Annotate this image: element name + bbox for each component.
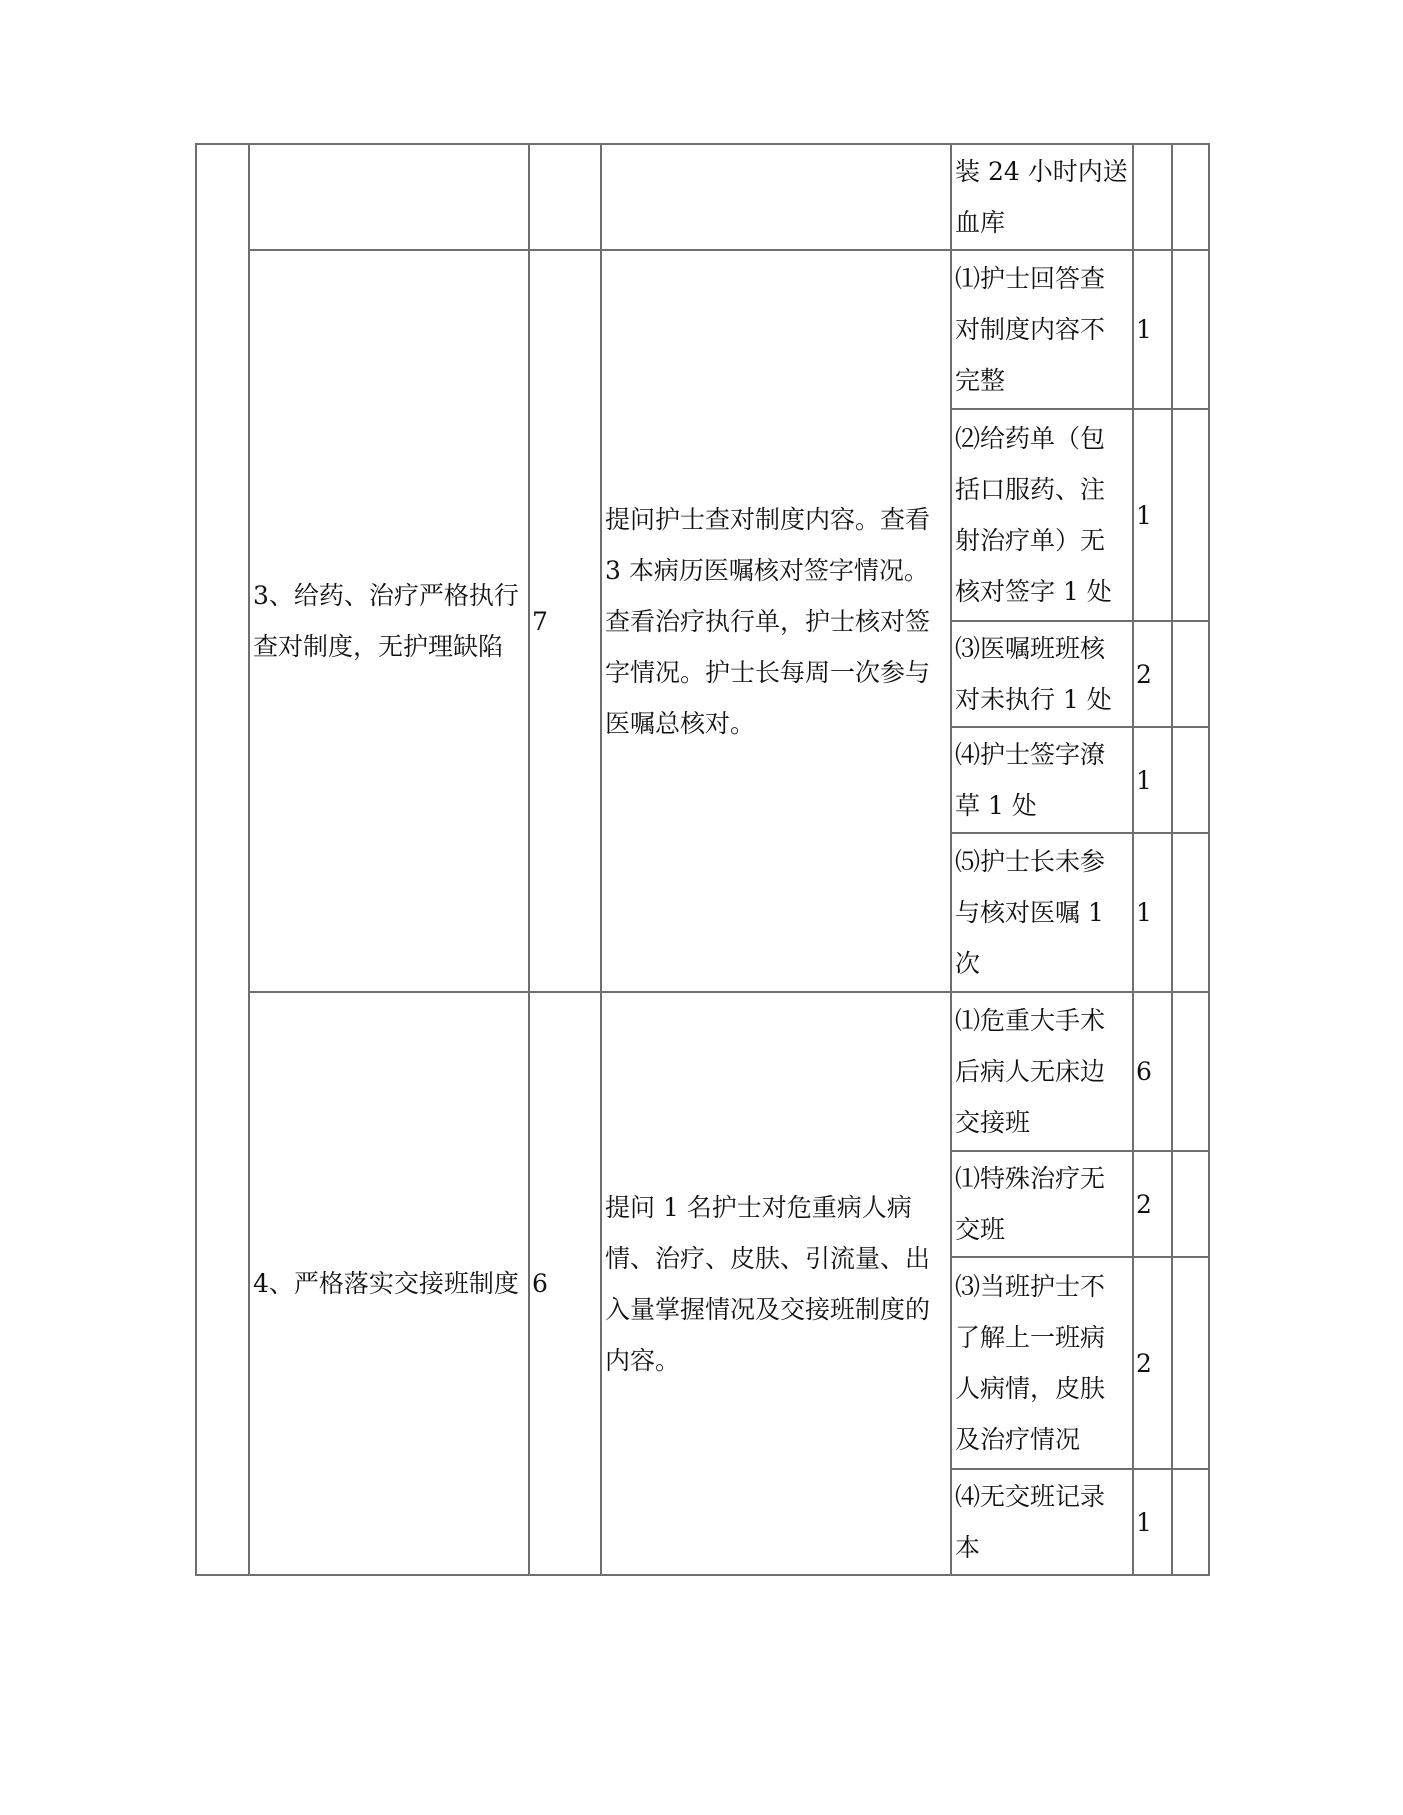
category-cell xyxy=(196,144,249,1575)
deduction-cell: ⑵给药单（包括口服药、注射治疗单）无核对签字 1 处 xyxy=(951,409,1133,621)
table-row xyxy=(196,992,1209,1151)
deduction-points-cell: 1 xyxy=(1133,409,1172,621)
deduction-points-cell: 2 xyxy=(1133,621,1172,727)
actual-score-cell xyxy=(1172,727,1209,833)
actual-score-cell xyxy=(1172,621,1209,727)
actual-score-cell xyxy=(1172,144,1209,250)
actual-score-cell xyxy=(1172,1469,1209,1575)
table-row xyxy=(196,144,1209,250)
deduction-points-cell xyxy=(1133,144,1172,250)
actual-score-cell xyxy=(1172,1257,1209,1469)
deduction-cell: ⑴特殊治疗无交班 xyxy=(951,1151,1133,1257)
standard-cell: 3、给药、治疗严格执行查对制度，无护理缺陷 xyxy=(249,250,529,992)
deduction-cell: 装 24 小时内送血库 xyxy=(951,144,1133,250)
deduction-cell: ⑷无交班记录本 xyxy=(951,1469,1133,1575)
deduction-points-cell: 2 xyxy=(1133,1257,1172,1469)
score-cell: 6 xyxy=(529,992,601,1575)
deduction-points-cell: 1 xyxy=(1133,833,1172,992)
actual-score-cell xyxy=(1172,833,1209,992)
actual-score-cell xyxy=(1172,409,1209,621)
actual-score-cell xyxy=(1172,1151,1209,1257)
table-row xyxy=(196,250,1209,409)
actual-score-cell xyxy=(1172,250,1209,409)
nursing-evaluation-table xyxy=(195,143,1210,1576)
method-cell: 提问 1 名护士对危重病人病情、治疗、皮肤、引流量、出入量掌握情况及交接班制度的内容。 xyxy=(601,992,951,1575)
deduction-cell: ⑷护士签字潦草 1 处 xyxy=(951,727,1133,833)
deduction-cell: ⑶医嘱班班核对未执行 1 处 xyxy=(951,621,1133,727)
deduction-points-cell: 6 xyxy=(1133,992,1172,1151)
method-cell xyxy=(601,144,951,250)
actual-score-cell xyxy=(1172,992,1209,1151)
deduction-points-cell: 2 xyxy=(1133,1151,1172,1257)
standard-cell xyxy=(249,144,529,250)
score-cell xyxy=(529,144,601,250)
deduction-cell: ⑶当班护士不了解上一班病人病情，皮肤及治疗情况 xyxy=(951,1257,1133,1469)
deduction-points-cell: 1 xyxy=(1133,727,1172,833)
standard-cell: 4、严格落实交接班制度 xyxy=(249,992,529,1575)
deduction-points-cell: 1 xyxy=(1133,250,1172,409)
deduction-cell: ⑸护士长未参与核对医嘱 1 次 xyxy=(951,833,1133,992)
score-cell: 7 xyxy=(529,250,601,992)
deduction-points-cell: 1 xyxy=(1133,1469,1172,1575)
deduction-cell: ⑴护士回答查对制度内容不完整 xyxy=(951,250,1133,409)
method-cell: 提问护士查对制度内容。查看 3 本病历医嘱核对签字情况。查看治疗执行单，护士核对签字情况。护士长每周一次参与医嘱总核对。 xyxy=(601,250,951,992)
deduction-cell: ⑴危重大手术后病人无床边交接班 xyxy=(951,992,1133,1151)
